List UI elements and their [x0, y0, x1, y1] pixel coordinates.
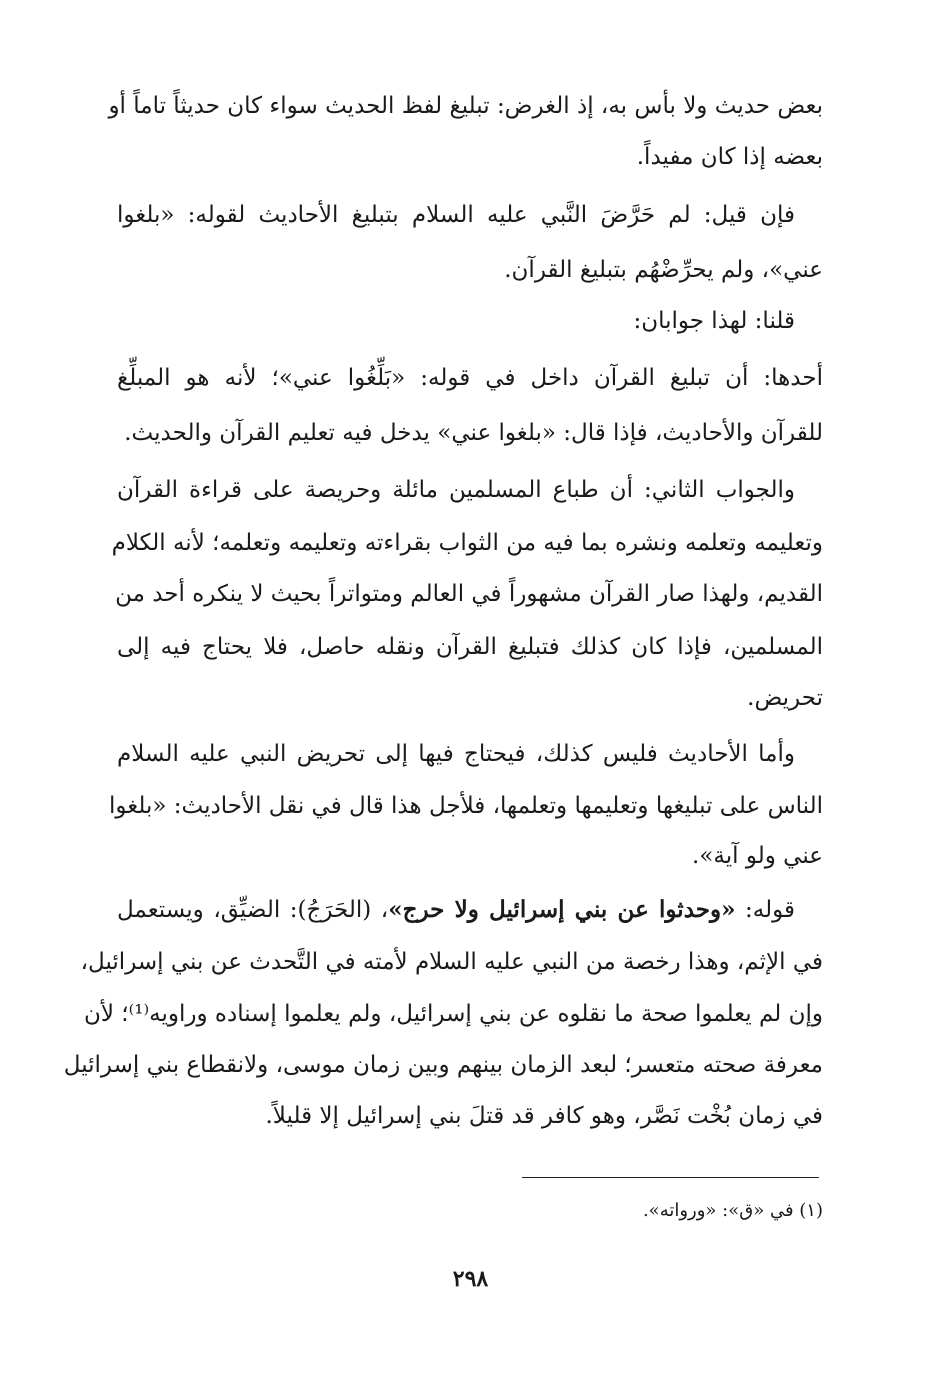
footnote: (١) في «ق»: «ورواته».: [642, 1200, 823, 1221]
page-number: ٢٩٨: [452, 1266, 489, 1292]
hadith-quote: «وحدثوا عن بني إسرائيل ولا حرج»: [388, 896, 736, 923]
text-line: المسلمين، فإذا كان كذلك فتبليغ القرآن ونقله حاصل، فلا يحتاج فيه إلى: [117, 634, 823, 660]
text-line: وإن لم يعلموا صحة ما نقلوه عن بني إسرائيل، ولم يعلموا إسناده وراويه⁽¹⁾؛ لأن: [83, 1001, 823, 1027]
qawluhu-suffix: ، (الحَرَجُ): الضيِّق، ويستعمل: [117, 897, 389, 923]
text-line: والجواب الثاني: أن طباع المسلمين مائلة وحريصة على قراءة القرآن: [117, 477, 795, 503]
text-line: القديم، ولهذا صار القرآن مشهوراً في العالم ومتواتراً بحيث لا ينكره أحد من: [115, 581, 823, 607]
text-line: معرفة صحته متعسر؛ لبعد الزمان بينهم وبين زمان موسى، ولانقطاع بني إسرائيل: [63, 1052, 823, 1078]
text-line: قلنا: لهذا جوابان:: [633, 308, 795, 334]
text-line: أحدها: أن تبليغ القرآن داخل في قوله: «بَلِّغُوا عني»؛ لأنه هو المبلِّغ: [117, 365, 823, 391]
text-line: وتعليمه وتعلمه ونشره بما فيه من الثواب بقراءته وتعليمه وتعلمه؛ لأنه الكلام: [111, 530, 823, 556]
text-line: وأما الأحاديث فليس كذلك، فيحتاج فيها إلى تحريض النبي عليه السلام: [117, 741, 795, 767]
hadith-commentary-line: [117, 882, 823, 938]
text-line: في زمان بُخْت نَصَّر، وهو كافر قد قتلَ بني إسرائيل إلا قليلاً.: [265, 1103, 823, 1129]
footnote-separator: [522, 1177, 819, 1178]
text-line: تحريض.: [747, 685, 823, 711]
text-line: الناس على تبليغها وتعليمها وتعلمها، فلأجل هذا قال في نقل الأحاديث: «بلغوا: [108, 793, 823, 819]
text-line: فإن قيل: لم حَرَّضَ النَّبي عليه السلام بتبليغ الأحاديث لقوله: «بلغوا: [117, 202, 795, 228]
text-line: بعضه إذا كان مفيداً.: [636, 144, 823, 170]
text-line: عني»، ولم يحرِّضْهُم بتبليغ القرآن.: [504, 257, 823, 283]
text-line: في الإثم، وهذا رخصة من النبي عليه السلام لأمته في التَّحدث عن بني إسرائيل،: [80, 949, 823, 975]
text-line: بعض حديث ولا بأس به، إذ الغرض: تبليغ لفظ الحديث سواء كان حديثاً تاماً أو: [108, 93, 823, 119]
text-line: عني ولو آية».: [692, 843, 823, 869]
qawluhu-prefix: قوله:: [735, 897, 795, 923]
text-line: للقرآن والأحاديث، فإذا قال: «بلغوا عني» يدخل فيه تعليم القرآن والحديث.: [124, 420, 823, 446]
